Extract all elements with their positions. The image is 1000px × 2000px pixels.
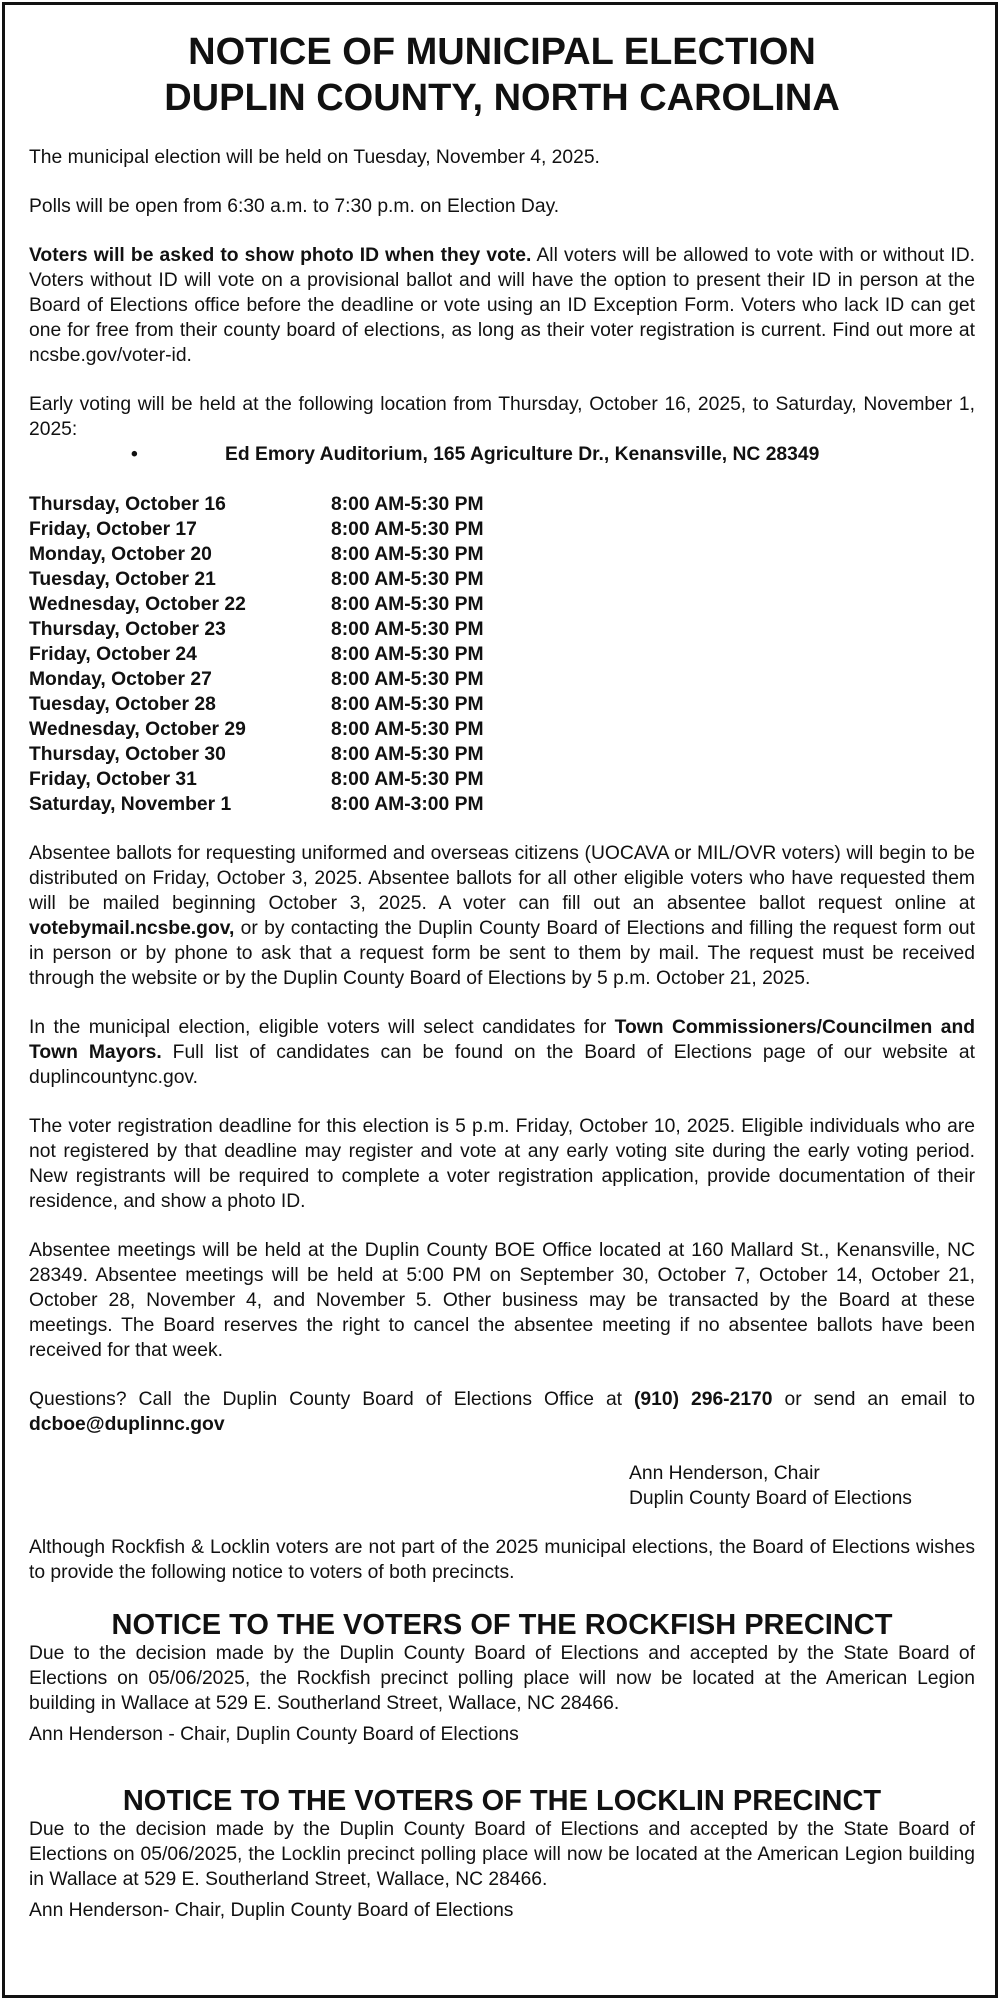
schedule-hours: 8:00 AM-5:30 PM	[331, 519, 484, 540]
schedule-hours: 8:00 AM-5:30 PM	[331, 544, 484, 565]
rockfish-signoff: Ann Henderson - Chair, Duplin County Board of Elections	[29, 1724, 519, 1745]
schedule-row	[29, 742, 484, 767]
signature-name: Ann Henderson, Chair	[629, 1463, 820, 1484]
schedule-row	[29, 592, 484, 617]
contact-text-1: Questions? Call the Duplin County Board of Elections Office at	[29, 1389, 635, 1410]
candidates-offices: Town Commissioners/Councilmen and Town Mayors.	[29, 1017, 976, 1063]
schedule-day: Tuesday, October 21	[29, 569, 216, 590]
schedule-row	[29, 492, 484, 517]
absentee-meetings-paragraph: Absentee meetings will be held at the Duplin County BOE Office located at 160 Mallard St., Kenansville, NC 28349. Absentee meetings will be held at 5:00 PM on September 30, October 7, October 14, October 21, October 28, November 4, and November 5. Other business may be transacted by the Board at these meetings. The Board reserves the right to cancel the absentee meeting if no absentee ballots have been received for that week.	[29, 1240, 975, 1361]
absentee-text-2: or by contacting the Duplin County Board of Elections and filling the request form out in person or by phone to ask that a request form be sent to them by mail. The request must be received through the website or by the Duplin County Board of Elections by 5 p.m. October 21, 2025.	[29, 918, 975, 989]
schedule-hours: 8:00 AM-5:30 PM	[331, 494, 484, 515]
registration-paragraph: The voter registration deadline for this election is 5 p.m. Friday, October 10, 2025. Eligible individuals who are not registered by that deadline may register and vote at any early voting site during the early voting period. New registrants will be required to complete a voter registration application, provide documentation of their residence, and show a photo ID.	[29, 1116, 975, 1212]
candidates-paragraph	[29, 1015, 975, 1090]
early-voting-location-text: Ed Emory Auditorium, 165 Agriculture Dr., Kenansville, NC 28349	[225, 444, 820, 465]
schedule-row	[29, 667, 484, 692]
early-voting-intro: Early voting will be held at the following location from Thursday, October 16, 2025, to Saturday, November 1, 2025:	[29, 394, 975, 440]
schedule-day: Saturday, November 1	[29, 794, 232, 815]
early-voting-schedule	[29, 492, 484, 817]
absentee-link: votebymail.ncsbe.gov,	[29, 918, 235, 939]
locklin-signoff: Ann Henderson- Chair, Duplin County Board of Elections	[29, 1900, 514, 1921]
schedule-row	[29, 542, 484, 567]
locklin-heading: NOTICE TO THE VOTERS OF THE LOCKLIN PRECINCT	[122, 1785, 882, 1817]
schedule-row	[29, 642, 484, 667]
candidates-text-1: In the municipal election, eligible voters will select candidates for	[29, 1017, 615, 1038]
schedule-row	[29, 717, 484, 742]
schedule-hours: 8:00 AM-5:30 PM	[331, 769, 484, 790]
contact-text-2: or send an email to	[772, 1389, 975, 1410]
page-title	[29, 29, 975, 121]
schedule-day: Thursday, October 30	[29, 744, 226, 765]
contact-paragraph	[29, 1387, 975, 1437]
signature-block	[629, 1461, 975, 1511]
photo-id-lead: Voters will be asked to show photo ID when they vote.	[29, 245, 532, 266]
notice-border	[2, 2, 998, 1998]
absentee-paragraph	[29, 841, 975, 991]
schedule-day: Friday, October 24	[29, 644, 197, 665]
schedule-hours: 8:00 AM-5:30 PM	[331, 669, 484, 690]
schedule-day: Thursday, October 23	[29, 619, 226, 640]
precinct-intro-paragraph: Although Rockfish & Locklin voters are not part of the 2025 municipal elections, the Board of Elections wishes to provide the following notice to voters of both precincts.	[29, 1537, 975, 1583]
schedule-row	[29, 767, 484, 792]
schedule-hours: 8:00 AM-5:30 PM	[331, 569, 484, 590]
title-line-2: DUPLIN COUNTY, NORTH CAROLINA	[164, 77, 840, 119]
bullet-icon: •	[131, 444, 138, 465]
polls-paragraph: Polls will be open from 6:30 a.m. to 7:30 p.m. on Election Day.	[29, 196, 560, 217]
schedule-row	[29, 792, 484, 817]
photo-id-body: All voters will be allowed to vote with or without ID. Voters without ID will vote on a provisional ballot and will have the option to present their ID in person at the Board of Elections office before the deadline or vote using an ID Exception Form. Voters who lack ID can get one for free from their county board of elections, as long as their voter registration is current. Find out more at ncsbe.gov/voter-id.	[29, 245, 976, 366]
contact-email: dcboe@duplinnc.gov	[29, 1414, 225, 1435]
schedule-hours: 8:00 AM-3:00 PM	[331, 794, 484, 815]
schedule-day: Monday, October 20	[29, 544, 212, 565]
schedule-hours: 8:00 AM-5:30 PM	[331, 619, 484, 640]
rockfish-heading: NOTICE TO THE VOTERS OF THE ROCKFISH PRECINCT	[111, 1609, 893, 1641]
schedule-row	[29, 692, 484, 717]
schedule-row	[29, 617, 484, 642]
schedule-hours: 8:00 AM-5:30 PM	[331, 744, 484, 765]
schedule-day: Monday, October 27	[29, 669, 212, 690]
schedule-day: Wednesday, October 22	[29, 594, 246, 615]
schedule-hours: 8:00 AM-5:30 PM	[331, 644, 484, 665]
election-date-paragraph: The municipal election will be held on Tuesday, November 4, 2025.	[29, 147, 600, 168]
schedule-day: Friday, October 31	[29, 769, 197, 790]
locklin-body: Due to the decision made by the Duplin County Board of Elections and accepted by the State Board of Elections on 05/06/2025, the Locklin precinct polling place will now be located at the American Legion building in Wallace at 529 E. Southerland Street, Wallace, NC 28466.	[29, 1819, 975, 1890]
absentee-text-1: Absentee ballots for requesting uniformed and overseas citizens (UOCAVA or MIL/OVR voters) will begin to be distributed on Friday, October 3, 2025. Absentee ballots for all other eligible voters who have requested them will be mailed beginning October 3, 2025. A voter can fill out an absentee ballot request online at	[29, 843, 975, 914]
contact-phone: (910) 296-2170	[634, 1389, 773, 1410]
signature-org: Duplin County Board of Elections	[629, 1488, 912, 1509]
schedule-hours: 8:00 AM-5:30 PM	[331, 719, 484, 740]
schedule-hours: 8:00 AM-5:30 PM	[331, 694, 484, 715]
schedule-day: Tuesday, October 28	[29, 694, 216, 715]
schedule-row	[29, 567, 484, 592]
title-line-1: NOTICE OF MUNICIPAL ELECTION	[188, 31, 816, 73]
early-voting-location	[29, 442, 975, 467]
rockfish-body: Due to the decision made by the Duplin County Board of Elections and accepted by the State Board of Elections on 05/06/2025, the Rockfish precinct polling place will now be located at the American Legion building in Wallace at 529 E. Southerland Street, Wallace, NC 28466.	[29, 1643, 975, 1714]
schedule-row	[29, 517, 484, 542]
schedule-day: Thursday, October 16	[29, 494, 226, 515]
schedule-day: Friday, October 17	[29, 519, 197, 540]
schedule-day: Wednesday, October 29	[29, 719, 246, 740]
photo-id-paragraph	[29, 243, 975, 368]
candidates-text-2: Full list of candidates can be found on the Board of Elections page of our website at duplincountync.gov.	[29, 1042, 975, 1088]
schedule-hours: 8:00 AM-5:30 PM	[331, 594, 484, 615]
